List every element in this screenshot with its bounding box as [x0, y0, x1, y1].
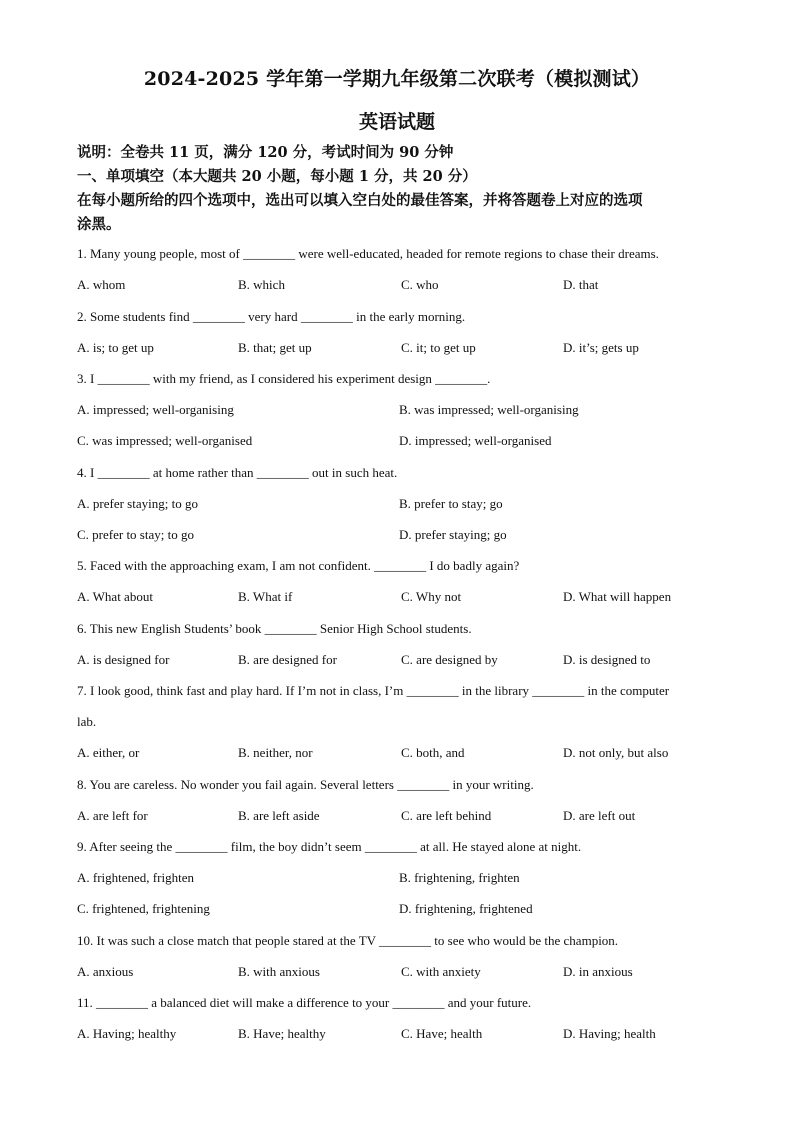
question-stem: 3. I ________ with my friend, as I considered his experiment design ________. — [77, 371, 491, 386]
question-stem: 1. Many young people, most of ________ were well-educated, headed for remote regions to chase their dreams. — [77, 246, 659, 261]
option-c[interactable]: C. prefer to stay; to go — [77, 527, 194, 542]
option-b[interactable]: B. which — [238, 277, 285, 292]
option-a[interactable]: A. Having; healthy — [77, 1026, 177, 1041]
exam-subtitle: 英语试题 — [358, 111, 435, 133]
option-a[interactable]: A. is designed for — [77, 652, 170, 667]
option-d[interactable]: D. impressed; well-organised — [399, 433, 552, 448]
option-a[interactable]: A. is; to get up — [77, 340, 154, 355]
option-a[interactable]: A. are left for — [77, 808, 148, 823]
question-stem: 5. Faced with the approaching exam, I am not confident. ________ I do badly again? — [77, 558, 520, 573]
option-b[interactable]: B. was impressed; well-organising — [399, 402, 579, 417]
option-a[interactable]: A. What about — [77, 589, 153, 604]
option-b[interactable]: B. frightening, frighten — [399, 870, 520, 885]
option-b[interactable]: B. with anxious — [238, 964, 320, 979]
section-direction-line1: 在每小题所给的四个选项中，选出可以填入空白处的最佳答案，并将答题卷上对应的选项 — [77, 192, 643, 209]
option-d[interactable]: D. are left out — [563, 808, 636, 823]
question-stem: 10. It was such a close match that people stared at the TV ________ to see who would be the champion. — [77, 933, 619, 948]
option-c[interactable]: C. with anxiety — [401, 964, 481, 979]
option-d[interactable]: D. it’s; gets up — [563, 340, 639, 355]
option-c[interactable]: C. Why not — [401, 589, 462, 604]
option-c[interactable]: C. Have; health — [401, 1026, 483, 1041]
option-a[interactable]: A. anxious — [77, 964, 134, 979]
option-c[interactable]: C. who — [401, 277, 439, 292]
option-c[interactable]: C. both, and — [401, 745, 465, 760]
option-a[interactable]: A. impressed; well-organising — [77, 402, 234, 417]
option-a[interactable]: A. frightened, frighten — [77, 870, 194, 885]
option-d[interactable]: D. frightening, frightened — [399, 901, 533, 916]
option-b[interactable]: B. that; get up — [238, 340, 312, 355]
option-b[interactable]: B. are left aside — [238, 808, 320, 823]
option-b[interactable]: B. are designed for — [238, 652, 337, 667]
option-b[interactable]: B. neither, nor — [238, 745, 313, 760]
question-stem: 7. I look good, think fast and play hard. If I’m not in class, I’m ________ in the library ________ in the computer — [77, 683, 670, 698]
question-stem: 2. Some students find ________ very hard ________ in the early morning. — [77, 309, 466, 324]
option-d[interactable]: D. prefer staying; go — [399, 527, 507, 542]
option-b[interactable]: B. What if — [238, 589, 293, 604]
option-c[interactable]: C. it; to get up — [401, 340, 476, 355]
option-d[interactable]: D. What will happen — [563, 589, 672, 604]
question-stem: 4. I ________ at home rather than ________ out in such heat. — [77, 465, 398, 480]
option-d[interactable]: D. is designed to — [563, 652, 651, 667]
option-a[interactable]: A. either, or — [77, 745, 140, 760]
option-c[interactable]: C. are designed by — [401, 652, 498, 667]
exam-title: 2024-2025 学年第一学期九年级第二次联考（模拟测试） — [143, 68, 651, 90]
option-c[interactable]: C. are left behind — [401, 808, 492, 823]
question-stem: 11. ________ a balanced diet will make a difference to your ________ and your future. — [77, 995, 532, 1010]
option-d[interactable]: D. in anxious — [563, 964, 633, 979]
exam-note: 说明：全卷共 11 页，满分 120 分，考试时间为 90 分钟 — [77, 144, 454, 161]
option-d[interactable]: D. that — [563, 277, 599, 292]
option-c[interactable]: C. frightened, frightening — [77, 901, 210, 916]
question-stem-continued: lab. — [77, 714, 97, 729]
option-c[interactable]: C. was impressed; well-organised — [77, 433, 253, 448]
option-d[interactable]: D. Having; health — [563, 1026, 656, 1041]
option-a[interactable]: A. prefer staying; to go — [77, 496, 198, 511]
option-d[interactable]: D. not only, but also — [563, 745, 669, 760]
section-direction-line2: 涂黑。 — [77, 216, 121, 233]
question-stem: 8. You are careless. No wonder you fail again. Several letters ________ in your writing. — [77, 777, 534, 792]
option-a[interactable]: A. whom — [77, 277, 126, 292]
question-stem: 9. After seeing the ________ film, the boy didn’t seem ________ at all. He stayed alone at night. — [77, 839, 582, 854]
option-b[interactable]: B. Have; healthy — [238, 1026, 326, 1041]
option-b[interactable]: B. prefer to stay; go — [399, 496, 503, 511]
question-stem: 6. This new English Students’ book ________ Senior High School students. — [77, 621, 472, 636]
section-heading: 一、单项填空（本大题共 20 小题，每小题 1 分，共 20 分） — [77, 168, 477, 185]
